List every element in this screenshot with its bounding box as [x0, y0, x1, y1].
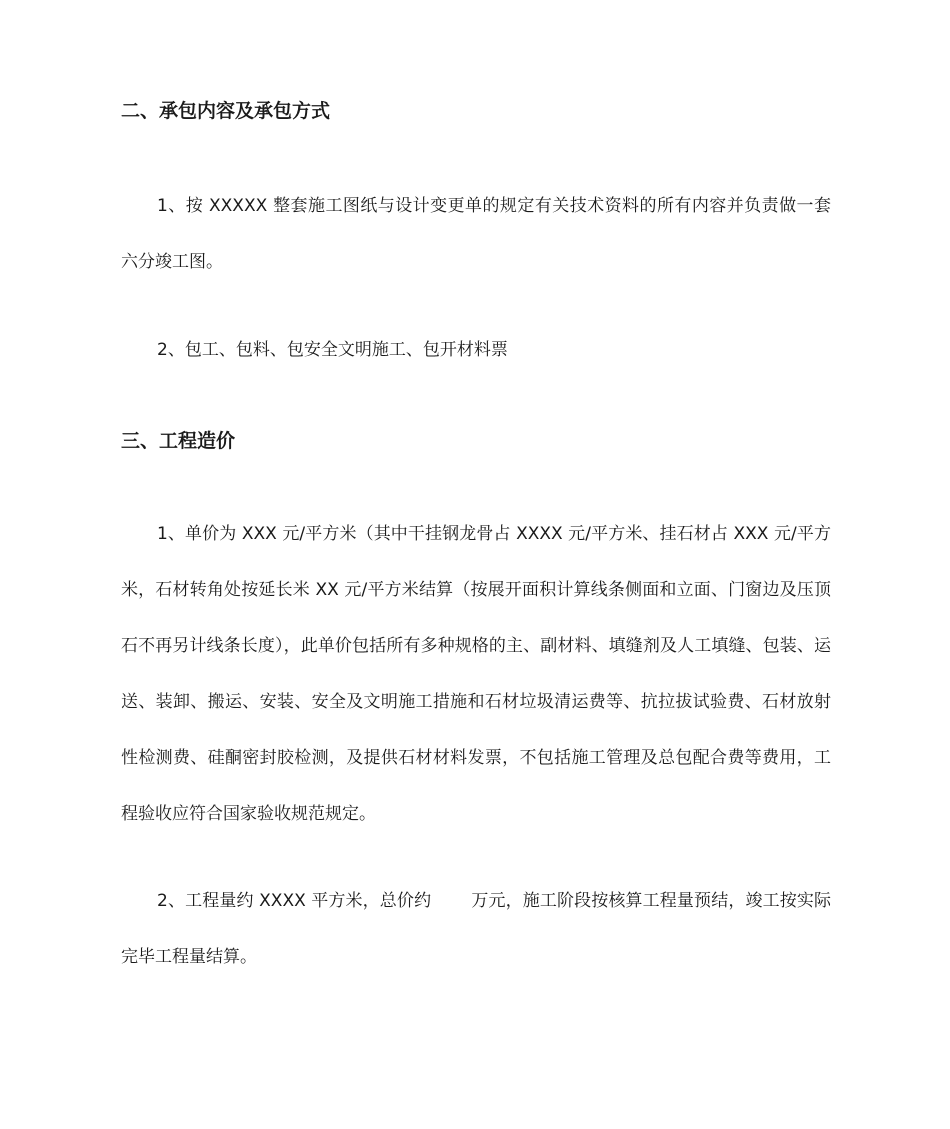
cost-item-2-text-after-blank: 万元，施工阶段按核算工程量预结，竣工按实际完毕工程量结算。 [121, 891, 831, 967]
section-heading-contract-scope: 二、承包内容及承包方式 [121, 100, 331, 122]
cost-item-2-text-before-blank: 2、工程量约 XXXX 平方米，总价约 [157, 891, 432, 911]
paragraph-scope-item-1: 1、按 XXXXX 整套施工图纸与设计变更单的规定有关技术资料的所有内容并负责做一套六分竣工图。 [121, 196, 831, 272]
paragraph-cost-item-2 [121, 873, 831, 985]
paragraph-scope-item-2: 2、包工、包料、包安全文明施工、包开材料票 [157, 340, 508, 360]
paragraph-cost-item-1: 1、单价为 XXX 元/平方米（其中干挂钢龙骨占 XXXX 元/平方米、挂石材占 XXX 元/平方米，石材转角处按延长米 XX 元/平方米结算（按展开面积计算线条侧面和立面、门窗边及压顶石不再另计线条长度），此单价包括所有多种规格的主、副材料、填缝剂及人工填缝、包装、运送、装卸、搬运、安装、安全及文明施工措施和石材垃圾清运费等、抗拉拔试验费、石材放射性检测费、硅酮密封胶检测，及提供石材材料发票，不包括施工管理及总包配合费等费用，工程验收应符合国家验收规范规定。 [121, 524, 831, 824]
section-heading-project-cost: 三、工程造价 [121, 430, 236, 452]
